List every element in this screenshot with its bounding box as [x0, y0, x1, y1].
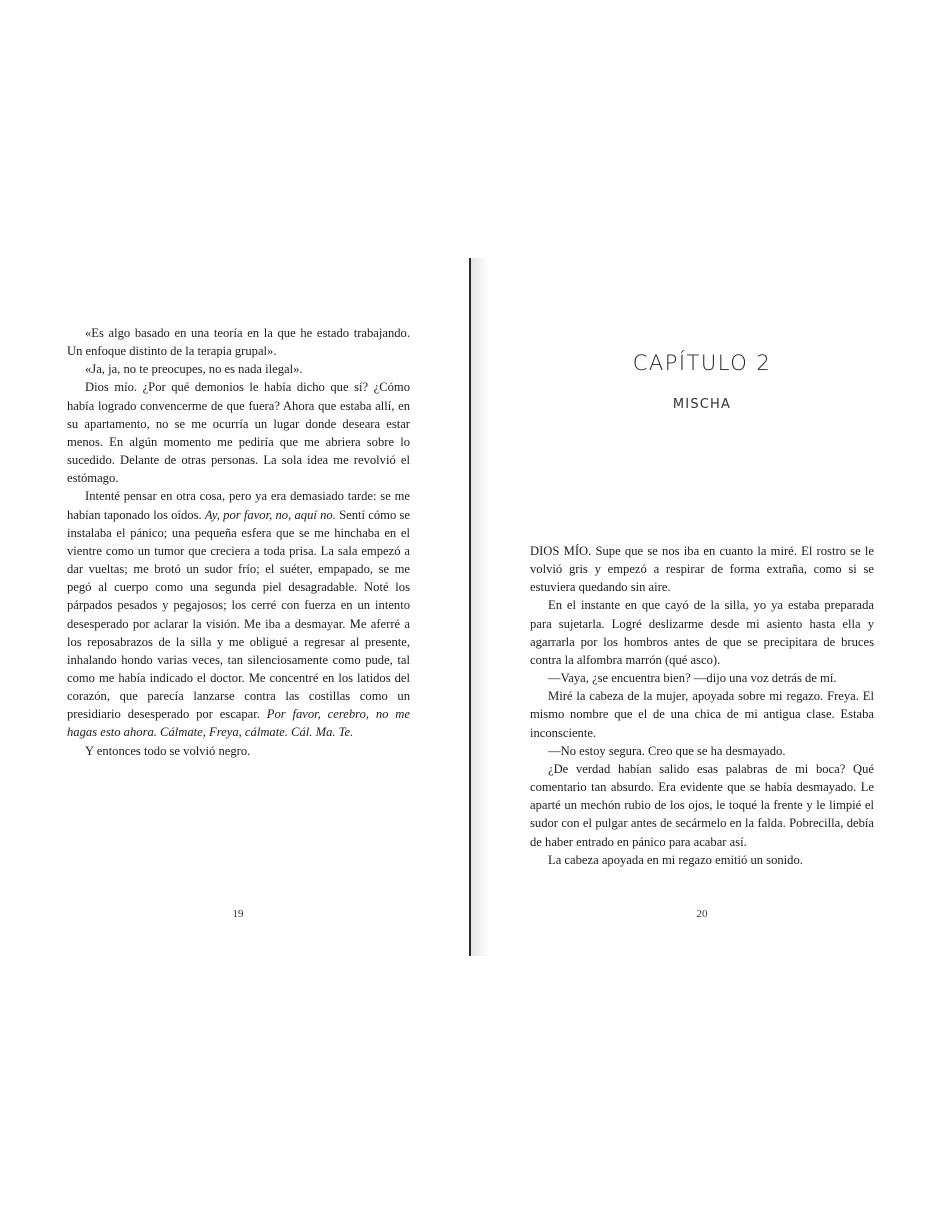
text-run: «Ja, ja, no te preocupes, no es nada ilegal». — [85, 362, 303, 377]
text-run: En el instante en que cayó de la silla, yo ya estaba preparada para sujetarla. Logré deslizarme desde mi asiento hasta ella y agarrarla por los hombros antes de que se precipitara de bruces contra la alfombra marrón (qué asco). — [530, 598, 874, 667]
paragraph — [67, 742, 410, 760]
paragraph — [67, 378, 410, 487]
page-number-right: 20 — [696, 908, 708, 920]
paragraph — [530, 669, 874, 687]
paragraph — [530, 851, 874, 869]
text-run: —Vaya, ¿se encuentra bien? —dijo una voz detrás de mí. — [548, 671, 837, 686]
text-run: DIOS MÍO. Supe que se nos iba en cuanto la miré. El rostro se le volvió gris y empezó a respirar de forma extraña, como si se estuviera quedando sin aire. — [530, 544, 874, 595]
italic-text-run: Por favor, cerebro, no me hagas esto ahora. Cálmate, Freya, cálmate. Cál. Ma. Te. — [67, 707, 410, 740]
italic-text-run: Ay, por favor, no, aquí no. — [204, 507, 336, 522]
gutter-shadow — [471, 258, 489, 956]
text-run: ¿De verdad habían salido esas palabras de mi boca? Qué comentario tan absurdo. Era evidente que se había desmayado. Le aparté un mechón rubio de los ojos, le toqué la frente y le limpié el sudor con el pulgar antes de secármelo en la falda. Pobrecilla, debía de haber entrado en pánico para acabar así. — [530, 761, 874, 849]
left-page-body — [67, 324, 410, 760]
text-run: «Es algo basado en una teoría en la que he estado trabajando. Un enfoque distinto de la terapia grupal». — [67, 326, 410, 359]
paragraph — [530, 742, 874, 760]
page-number-left: 19 — [232, 908, 244, 920]
chapter-title: CAPÍTULO 2 — [632, 351, 772, 375]
paragraph — [530, 687, 874, 741]
text-run: Y entonces todo se volvió negro. — [85, 743, 251, 758]
text-run: Miré la cabeza de la mujer, apoyada sobre mi regazo. Freya. El mismo nombre que el de una chica de mi antigua clase. Estaba inconsciente. — [530, 689, 874, 740]
book-spread — [0, 258, 940, 956]
text-run: La cabeza apoyada en mi regazo emitió un sonido. — [548, 852, 803, 867]
paragraph — [530, 760, 874, 851]
text-run: Intenté pensar en otra cosa, pero ya era demasiado tarde: se me habían taponado los oídos. — [67, 489, 410, 522]
paragraph — [530, 596, 874, 669]
chapter-subtitle: MISCHA — [672, 397, 732, 412]
right-page-body — [530, 542, 874, 869]
paragraph — [67, 360, 410, 378]
text-run: Dios mío. ¿Por qué demonios le había dicho que sí? ¿Cómo había logrado convencerme de que fuera? Ahora que estaba allí, en su apartamento, no se me ocurría un lugar donde deseara estar menos. En algún momento me pediría que me abriera sobre lo sucedido. Delante de otras personas. La sola idea me revolvió el estómago. — [67, 380, 410, 486]
text-run: Sentí cómo se instalaba el pánico; una pequeña esfera que se me hinchaba en el vientre como un tumor que creciera a toda prisa. La sala empezó a dar vueltas; me brotó un sudor frío; el suéter, empapado, se me pegó al cuerpo como una segunda piel desagradable. Noté los párpados pesados y pegajosos; los cerré con fuerza en un intento desesperado por aclarar la visión. Me iba a desmayar. Me aferré a los reposabrazos de la silla y me obligué a regresar al presente, inhalando hondo varias veces, tan silenciosamente como pude, tal como me había indicado el doctor. Me concentré en los latidos del corazón, que parecía lanzarse contra las costillas como un presidiario desesperado por escapar. — [67, 507, 410, 722]
paragraph — [530, 542, 874, 596]
paragraph — [67, 487, 410, 741]
text-run: —No estoy segura. Creo que se ha desmayado. — [548, 743, 786, 758]
paragraph — [67, 324, 410, 360]
